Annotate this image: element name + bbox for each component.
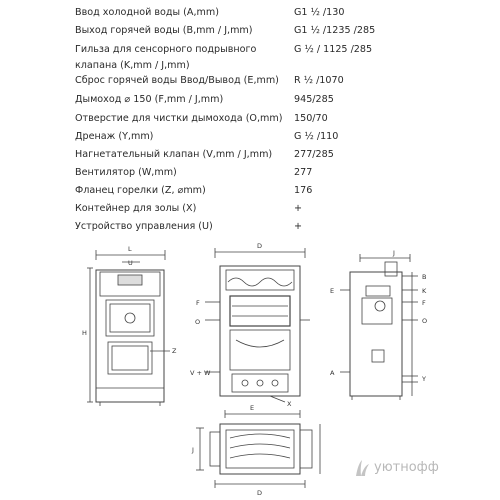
label-E1: E <box>330 287 335 295</box>
label-F1: F <box>196 299 200 307</box>
spec-value: + <box>294 221 303 232</box>
label-A1: A <box>330 369 335 377</box>
spec-value: G ½ /110 <box>294 131 339 142</box>
label-B: B <box>422 273 427 281</box>
label-J: J <box>393 249 395 257</box>
spec-key: Сброс горячей воды Ввод/Вывод (E,mm) <box>75 75 279 86</box>
spec-key: Дымоход ⌀ 150 (F,mm / J,mm) <box>75 94 224 105</box>
side-view-drawing <box>340 254 418 400</box>
spec-value: 277 <box>294 167 313 178</box>
watermark-text: уютнофф <box>374 460 439 475</box>
spec-key: Дренаж (Y,mm) <box>75 131 154 142</box>
label-E-bottom: E <box>250 404 255 412</box>
spec-value: G ½ / 1125 /285 <box>294 44 373 55</box>
label-X: X <box>287 400 292 408</box>
spec-value: R ½ /1070 <box>294 75 344 86</box>
spec-key: Вентилятор (W,mm) <box>75 167 177 178</box>
label-H: H <box>82 329 87 337</box>
label-O: O <box>422 317 428 325</box>
label-L: L <box>128 245 132 253</box>
label-J-bottom: J <box>192 446 194 454</box>
label-U: U <box>128 259 133 267</box>
spec-key: Контейнер для золы (X) <box>75 203 197 214</box>
spec-value: G1 ½ /130 <box>294 7 345 18</box>
spec-value: 176 <box>294 185 313 196</box>
spec-value: 945/285 <box>294 94 334 105</box>
spec-key: Гильза для сенсорного подрывного клапана (K,mm / J,mm) <box>75 44 257 71</box>
spec-key: Фланец горелки (Z, ⌀mm) <box>75 185 206 196</box>
top-view-drawing <box>196 410 320 488</box>
spec-value: 150/70 <box>294 113 328 124</box>
spec-key: Выход горячей воды (B,mm / J,mm) <box>75 25 253 36</box>
section-view-drawing <box>205 248 310 402</box>
spec-value: + <box>294 203 303 214</box>
label-F: F <box>422 299 426 307</box>
spec-key: Нагнетательный клапан (V,mm / J,mm) <box>75 149 273 160</box>
label-D-bottom: D <box>257 489 263 497</box>
front-view-drawing <box>87 250 170 406</box>
label-VW: V + W <box>190 369 211 377</box>
label-Y: Y <box>422 375 426 383</box>
spec-key: Отверстие для чистки дымохода (O,mm) <box>75 113 283 124</box>
spec-key: Устройство управления (U) <box>75 221 213 232</box>
label-D: D <box>257 242 263 250</box>
label-K1: K <box>422 287 427 295</box>
label-Z: Z <box>172 347 177 355</box>
spec-key: Ввод холодной воды (A,mm) <box>75 7 219 18</box>
label-O1: O <box>195 318 201 326</box>
grass-logo-icon <box>356 460 369 476</box>
spec-value: 277/285 <box>294 149 334 160</box>
spec-value: G1 ½ /1235 /285 <box>294 25 376 36</box>
